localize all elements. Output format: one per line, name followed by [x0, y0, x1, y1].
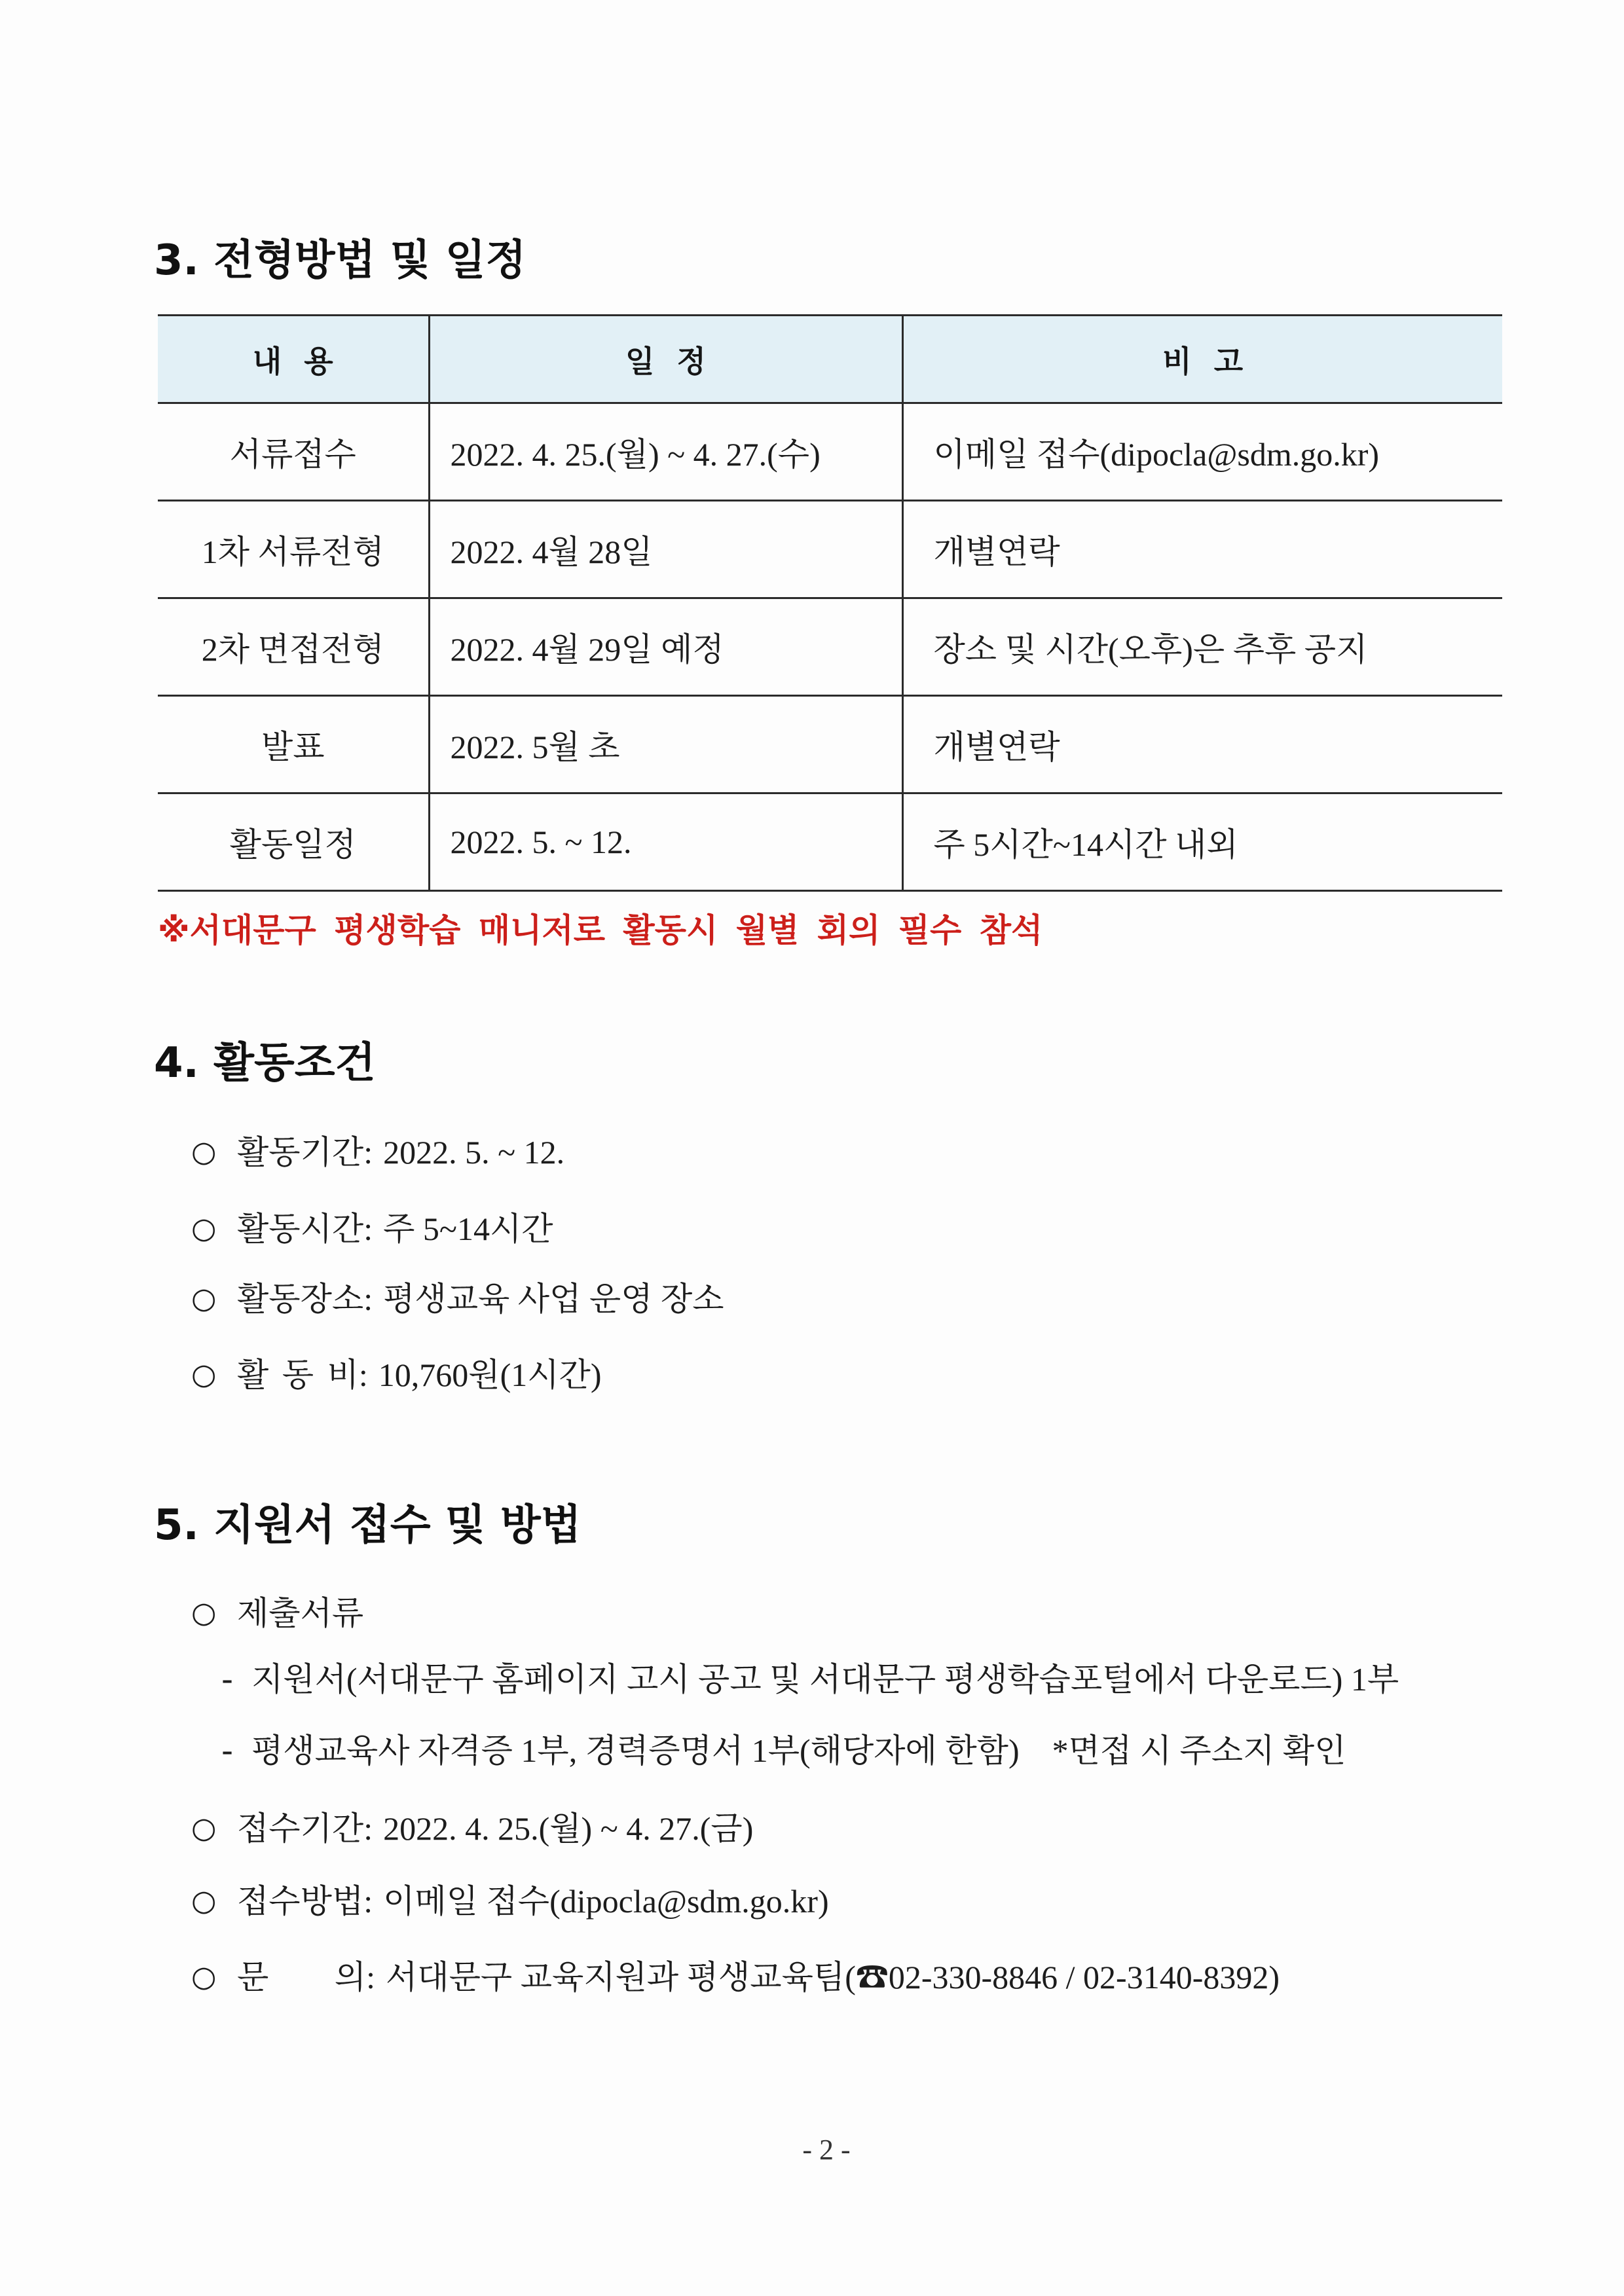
- cell-schedule: 2022. 4월 28일: [429, 501, 902, 598]
- cell-remarks: 장소 및 시간(오후)은 추후 공지: [902, 598, 1502, 696]
- bullet-circle: ○: [191, 1135, 217, 1169]
- table-row: [158, 696, 1502, 793]
- bullet-circle: ○: [191, 1596, 217, 1630]
- bullet-circle: ○: [191, 1884, 217, 1918]
- interview-address-note: *면접 시 주소지 확인: [1052, 1732, 1346, 1769]
- item-value: 서대문구 교육지원과 평생교육팀(☎02-330-8846 / 02-3140-8392): [386, 1959, 1280, 1995]
- sub-item-text: 평생교육사 자격증 1부, 경력증명서 1부(해당자에 한함): [251, 1732, 1020, 1769]
- cell-remarks: 개별연락: [902, 501, 1502, 598]
- section-3-heading: 3. 전형방법 및 일정: [154, 236, 526, 285]
- table-row: [158, 501, 1502, 598]
- item-label: 활동시간:: [237, 1211, 373, 1247]
- cell-schedule: 2022. 5. ~ 12.: [429, 793, 902, 891]
- section-4-heading: 4. 활동조건: [154, 1039, 376, 1087]
- cell-schedule: 2022. 4. 25.(월) ~ 4. 27.(수): [429, 403, 902, 501]
- bullet-circle: ○: [191, 1812, 217, 1845]
- required-documents-item: [191, 1594, 363, 1633]
- cell-content: 활동일정: [158, 793, 429, 891]
- cell-remarks: 개별연락: [902, 696, 1502, 793]
- item-label: 제출서류: [237, 1595, 364, 1631]
- page-number: - 2 -: [802, 2134, 851, 2166]
- cell-remarks: 이메일 접수(dipocla@sdm.go.kr): [902, 403, 1502, 501]
- item-value: 10,760원(1시간): [378, 1357, 602, 1393]
- item-value: 평생교육 사업 운영 장소: [383, 1281, 724, 1317]
- activity-period-item: [191, 1133, 564, 1172]
- header-content: 내 용: [158, 316, 429, 403]
- bullet-circle: ○: [191, 1358, 217, 1391]
- activity-fee-item: [191, 1355, 602, 1394]
- header-remarks: 비 고: [902, 316, 1502, 403]
- table-header-row: [158, 316, 1502, 403]
- item-value: 이메일 접수(dipocla@sdm.go.kr): [383, 1883, 829, 1920]
- item-label: 문 의:: [237, 1959, 375, 1995]
- table-row: [158, 793, 1502, 891]
- document-sub-item: [221, 1660, 1399, 1699]
- header-schedule: 일 정: [429, 316, 902, 403]
- sub-item-text: 지원서(서대문구 홈페이지 고시 공고 및 서대문구 평생학습포털에서 다운로드) 1부: [251, 1661, 1399, 1698]
- item-label: 활동기간:: [237, 1134, 373, 1171]
- cell-remarks: 주 5시간~14시간 내외: [902, 793, 1502, 891]
- item-value: 2022. 5. ~ 12.: [383, 1134, 565, 1171]
- document-sub-item: [221, 1731, 1346, 1770]
- item-label: 접수방법:: [237, 1883, 373, 1920]
- meeting-attendance-note: ※서대문구 평생학습 매니저로 활동시 월별 회의 필수 참석: [158, 911, 1043, 949]
- dash-marker: -: [221, 1732, 234, 1770]
- bullet-circle: ○: [191, 1960, 217, 1994]
- bullet-circle: ○: [191, 1212, 217, 1245]
- table-row: [158, 403, 1502, 501]
- cell-content: 2차 면접전형: [158, 598, 429, 696]
- dash-marker: -: [221, 1660, 234, 1698]
- inquiry-item: [191, 1958, 1280, 1997]
- item-label: 활 동 비:: [237, 1357, 368, 1393]
- application-period-item: [191, 1809, 753, 1848]
- item-label: 활동장소:: [237, 1281, 373, 1317]
- section-5-heading: 5. 지원서 접수 및 방법: [154, 1501, 581, 1550]
- cell-content: 1차 서류전형: [158, 501, 429, 598]
- cell-content: 발표: [158, 696, 429, 793]
- application-method-item: [191, 1882, 829, 1921]
- bullet-circle: ○: [191, 1282, 217, 1315]
- schedule-table: [158, 314, 1502, 892]
- table-row: [158, 598, 1502, 696]
- activity-place-item: [191, 1279, 724, 1319]
- item-value: 주 5~14시간: [383, 1211, 553, 1247]
- activity-hours-item: [191, 1209, 553, 1248]
- cell-schedule: 2022. 4월 29일 예정: [429, 598, 902, 696]
- cell-schedule: 2022. 5월 초: [429, 696, 902, 793]
- item-value: 2022. 4. 25.(월) ~ 4. 27.(금): [383, 1810, 754, 1847]
- cell-content: 서류접수: [158, 403, 429, 501]
- item-label: 접수기간:: [237, 1810, 373, 1847]
